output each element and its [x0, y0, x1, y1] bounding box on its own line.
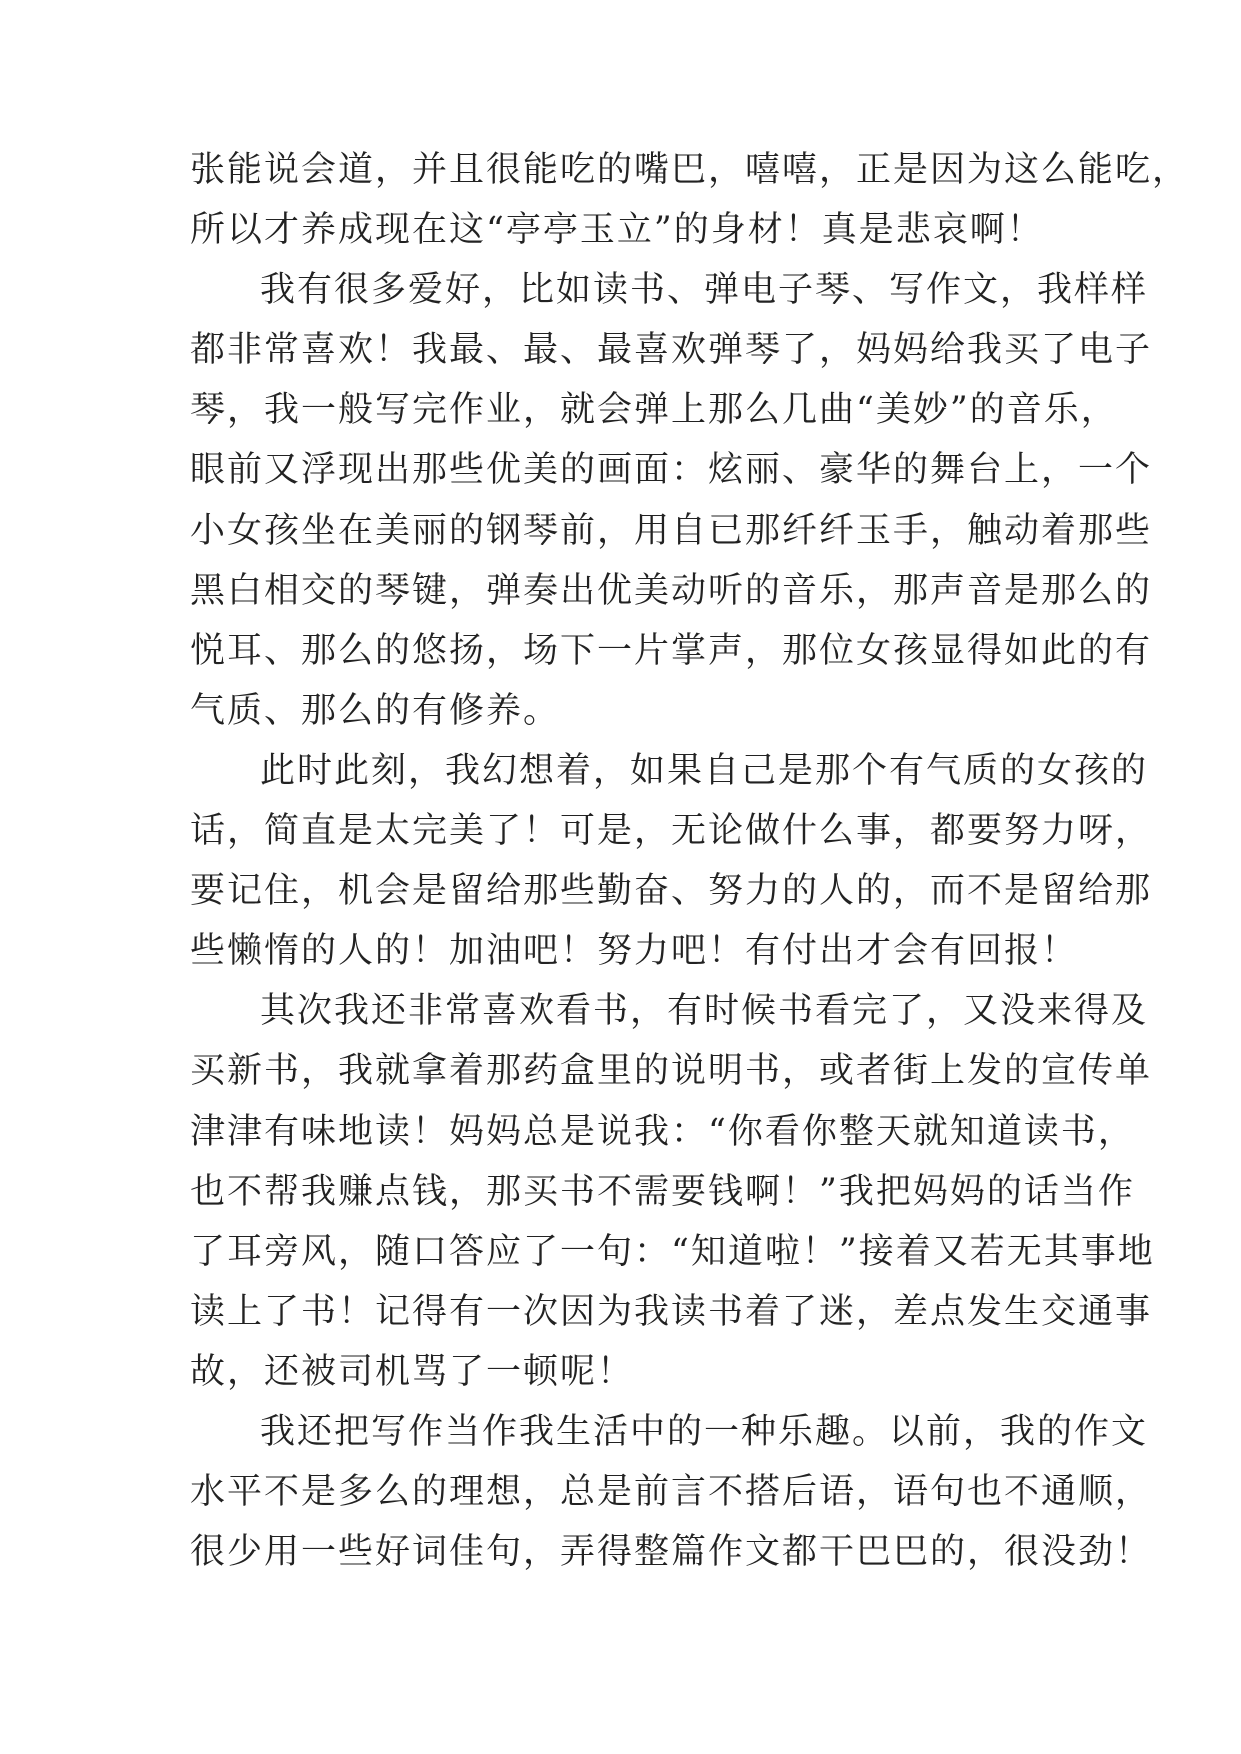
paragraph-first-line: 此时此刻，我幻想着，如果自己是那个有气质的女孩的	[260, 750, 1149, 791]
text-line: 所以才养成现在这“亭亭玉立”的身材！真是悲哀啊！	[190, 210, 1044, 251]
paragraph-first-line: 我有很多爱好，比如读书、弹电子琴、写作文，我样样	[260, 270, 1149, 311]
paragraph-first-line: 我还把写作当作我生活中的一种乐趣。以前，我的作文	[260, 1411, 1149, 1452]
text-line: 很少用一些好词佳句，弄得整篇作文都干巴巴的，很没劲！	[190, 1532, 1153, 1573]
text-line: 气质、那么的有修养。	[190, 690, 561, 731]
text-line: 悦耳、那么的悠扬，场下一片掌声，那位女孩显得如此的有	[190, 630, 1153, 671]
text-line: 读上了书！记得有一次因为我读书着了迷，差点发生交通事	[190, 1291, 1153, 1332]
text-line: 眼前又浮现出那些优美的画面：炫丽、豪华的舞台上，一个	[190, 450, 1153, 491]
text-line: 水平不是多么的理想，总是前言不搭后语，语句也不通顺，	[190, 1472, 1153, 1513]
text-line: 黑白相交的琴键，弹奏出优美动听的音乐，那声音是那么的	[190, 570, 1153, 611]
text-line: 小女孩坐在美丽的钢琴前，用自已那纤纤玉手，触动着那些	[190, 510, 1153, 551]
text-line: 都非常喜欢！我最、最、最喜欢弹琴了，妈妈给我买了电子	[190, 330, 1153, 371]
text-line: 要记住，机会是留给那些勤奋、努力的人的，而不是留给那	[190, 871, 1153, 912]
text-line: 了耳旁风，随口答应了一句：“知道啦！”接着又若无其事地	[190, 1231, 1155, 1272]
text-line: 些懒惰的人的！加油吧！努力吧！有付出才会有回报！	[190, 931, 1079, 972]
text-line: 津津有味地读！妈妈总是说我：“你看你整天就知道读书，	[190, 1111, 1135, 1152]
text-line: 买新书，我就拿着那药盒里的说明书，或者街上发的宣传单	[190, 1051, 1153, 1092]
text-line: 也不帮我赚点钱，那买书不需要钱啊！”我把妈妈的话当作	[190, 1171, 1135, 1212]
body-text	[190, 140, 1190, 1582]
text-line: 张能说会道，并且很能吃的嘴巴，嘻嘻，正是因为这么能吃，	[190, 150, 1190, 190]
text-line: 话，简直是太完美了！可是，无论做什么事，都要努力呀，	[190, 811, 1153, 852]
text-line: 故，还被司机骂了一顿呢！	[190, 1351, 635, 1392]
paragraph-first-line: 其次我还非常喜欢看书，有时候书看完了，又没来得及	[260, 991, 1149, 1032]
text-line: 琴，我一般写完作业，就会弹上那么几曲“美妙”的音乐，	[190, 390, 1118, 431]
